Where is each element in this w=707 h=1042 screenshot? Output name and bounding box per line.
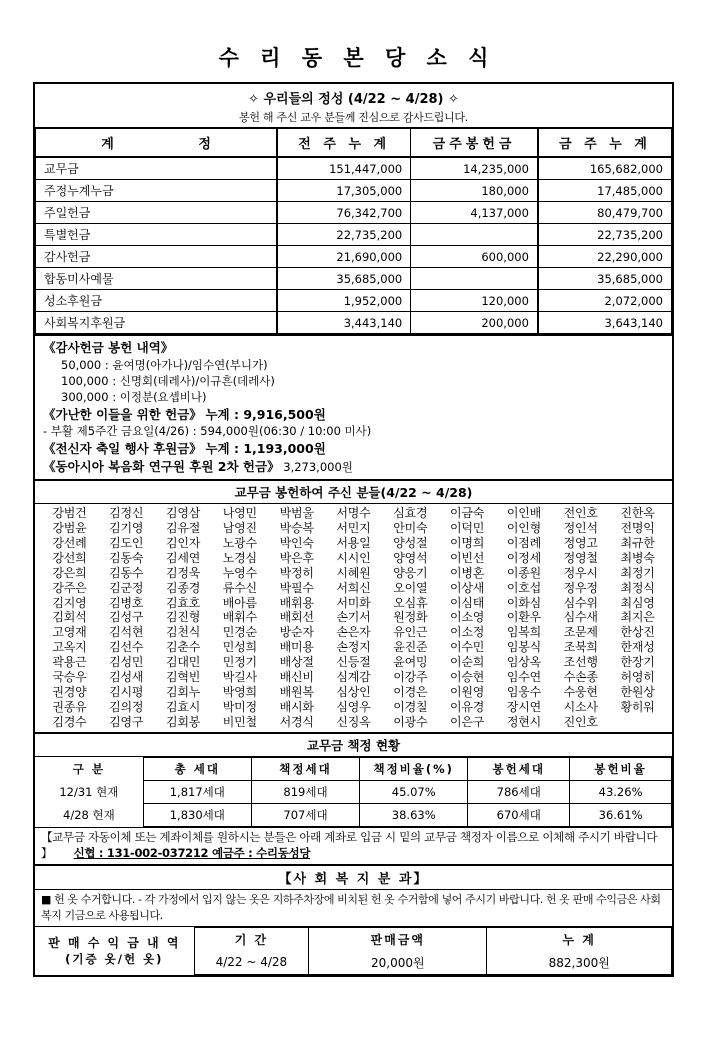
donor-name: 이상새 xyxy=(450,580,485,595)
donor-name: 이경은 xyxy=(393,684,428,699)
donors-row xyxy=(41,596,666,611)
offering-notes xyxy=(35,334,672,479)
offering-week-amount: 180,000 xyxy=(411,180,538,202)
stats-cell: 1,830세대 xyxy=(143,804,251,827)
donor-name: 서용일 xyxy=(336,536,371,551)
donor-name: 허영히 xyxy=(620,669,655,684)
donor-name: 이호섭 xyxy=(506,580,541,595)
donors-row xyxy=(41,700,666,715)
donor-name: 이소영 xyxy=(450,610,485,625)
offering-prev-amount: 151,447,000 xyxy=(277,157,411,180)
donor-name: 수손종 xyxy=(563,669,598,684)
donor-name: 김춘수 xyxy=(165,640,201,655)
stats-cell: 707세대 xyxy=(251,804,359,827)
stats-cell: 1,817세대 xyxy=(143,781,251,804)
donor-name: 심효경 xyxy=(393,506,428,521)
offering-item-name: 특별헌금 xyxy=(36,224,278,246)
donor-name: 배시화 xyxy=(279,699,314,714)
welfare-col-label-sub: (기증 옷/헌 옷) xyxy=(65,952,164,967)
stats-col-offered-rate: 봉헌비율 xyxy=(570,758,672,781)
offering-total-amount: 35,685,000 xyxy=(538,268,672,290)
donor-name: 양성절 xyxy=(393,536,428,551)
donor-name: 정영철 xyxy=(563,550,598,565)
donor-name: 이유경 xyxy=(450,699,485,714)
welfare-sale-table xyxy=(35,927,672,975)
donor-name: 김진형 xyxy=(165,610,201,625)
poor-offering-detail: - 부활 제5주간 금요일(4/26) : 594,000원(06:30 / 10:00 미사) xyxy=(43,424,372,439)
stats-cell: 45.07% xyxy=(360,781,468,804)
welfare-note: ■ 헌 옷 수거합니다. - 각 가정에서 입지 않는 옷은 지하주차장에 비치된 헌 옷 수거함에 넣어 주시기 바랍니다. 헌 옷 판매 수익금은 사회복지 기금으로 사용됩니다. xyxy=(35,890,672,926)
welfare-cumulative-value: 882,300원 xyxy=(487,951,672,975)
table-row xyxy=(36,224,672,246)
donors-row xyxy=(41,670,666,685)
donor-name xyxy=(609,715,666,730)
asia-offering-title: 《동아시아 복음화 연구원 후원 2차 헌금》 xyxy=(43,458,280,474)
donors-row xyxy=(41,536,666,551)
donor-name: 정우정 xyxy=(563,580,598,595)
donor-name: 강선희 xyxy=(52,550,87,565)
donor-name: 김대민 xyxy=(165,655,201,670)
welfare-col-period: 기 간 xyxy=(194,927,309,951)
stats-cell: 819세대 xyxy=(251,781,359,804)
donor-name: 강은희 xyxy=(52,565,87,580)
donor-name: 심영우 xyxy=(336,699,371,714)
offering-col-prev: 전 주 누 계 xyxy=(277,128,411,157)
donor-name: 배미용 xyxy=(279,640,314,655)
donor-name: 이인배 xyxy=(506,506,541,521)
donor-name: 최정기 xyxy=(620,565,655,580)
donor-name: 양영석 xyxy=(393,550,428,565)
offering-item-name: 주정누계누금 xyxy=(36,180,278,202)
account-note-text: 【교무금 자동이체 또는 계좌이체를 원하시는 분들은 아래 계좌로 입금 시 밑의 교무금 책정자 이름으로 이체해 주시기 바랍니다 】 xyxy=(41,830,658,860)
donors-title: 교무금 봉헌하여 주신 분들(4/22 ~ 4/28) xyxy=(35,479,672,504)
donor-name: 김동숙 xyxy=(109,550,144,565)
donor-name: 이순희 xyxy=(450,655,485,670)
donors-row xyxy=(41,610,666,625)
account-note-block xyxy=(35,827,672,866)
offering-col-week: 금주봉헌금 xyxy=(411,128,538,157)
donor-name: 김성구 xyxy=(109,610,144,625)
offering-total-amount: 17,485,000 xyxy=(538,180,672,202)
donor-name: 고영재 xyxy=(52,625,87,640)
donor-name: 심수새 xyxy=(563,610,598,625)
donor-name: 노경심 xyxy=(222,550,257,565)
welfare-amount-value: 20,000원 xyxy=(309,951,487,975)
donor-name: 박승복 xyxy=(279,521,314,536)
donor-name: 김세연 xyxy=(165,550,201,565)
donor-name: 박필수 xyxy=(279,580,314,595)
donor-name: 최규한 xyxy=(620,536,655,551)
donor-name: 배상절 xyxy=(279,655,314,670)
offering-prev-amount: 21,690,000 xyxy=(277,246,411,268)
donor-name: 누영수 xyxy=(222,565,257,580)
donor-name: 민성희 xyxy=(222,640,257,655)
account-number-text: 신협 : 131-002-037212 예금주 : 수리동성당 xyxy=(73,845,311,860)
page-title: 수 리 동 본 당 소 식 xyxy=(218,46,496,70)
donor-name: 이승현 xyxy=(450,669,485,684)
offering-col-item: 계 정 xyxy=(36,128,278,157)
donors-grid xyxy=(35,504,672,734)
donor-name: 박길사 xyxy=(222,669,257,684)
donor-name: 김군정 xyxy=(109,580,144,595)
donor-name: 이빈선 xyxy=(450,550,485,565)
donor-name: 김의정 xyxy=(109,699,144,714)
offering-prev-amount: 35,685,000 xyxy=(277,268,411,290)
offering-item-name: 주일헌금 xyxy=(36,202,278,224)
donor-name: 박범울 xyxy=(279,506,314,521)
donor-name: 윤여밍 xyxy=(393,655,428,670)
table-row xyxy=(36,246,672,268)
donor-name: 배원복 xyxy=(279,684,314,699)
donor-name: 한재성 xyxy=(620,640,655,655)
donor-name: 조문제 xyxy=(563,625,598,640)
donor-name: 김영구 xyxy=(109,714,144,729)
donor-name: 손정지 xyxy=(336,640,371,655)
offering-item-name: 감사헌금 xyxy=(36,246,278,268)
donor-name: 이정세 xyxy=(506,550,541,565)
donor-name: 강주은 xyxy=(52,580,87,595)
offering-week-amount xyxy=(411,224,538,246)
donor-name: 김영삼 xyxy=(165,506,201,521)
offering-week-amount: 120,000 xyxy=(411,290,538,312)
donors-row xyxy=(41,506,666,521)
table-row xyxy=(35,804,672,827)
donors-row xyxy=(41,551,666,566)
donor-name: 이금숙 xyxy=(450,506,485,521)
donor-name: 이경칠 xyxy=(393,699,428,714)
donor-name: 김정신 xyxy=(109,506,144,521)
table-row xyxy=(35,781,672,804)
donor-name: 서명수 xyxy=(336,506,371,521)
donor-name: 김성민 xyxy=(109,655,144,670)
welfare-period-value: 4/22 ~ 4/28 xyxy=(194,951,309,975)
thanks-offering-line: 300,000 : 이정분(요셉비나) xyxy=(61,390,207,405)
stats-cell: 670세대 xyxy=(468,804,570,827)
donor-name: 최병숙 xyxy=(620,550,655,565)
donor-name: 전인호 xyxy=(563,506,598,521)
offering-prev-amount: 22,735,200 xyxy=(277,224,411,246)
table-row xyxy=(36,157,672,180)
stats-col-div: 구 분 xyxy=(72,762,105,777)
donor-name: 박은후 xyxy=(279,550,314,565)
donor-name: 배회선 xyxy=(279,610,314,625)
donor-name: 이수민 xyxy=(450,640,485,655)
donor-name: 조북희 xyxy=(563,640,598,655)
donor-name: 강범윤 xyxy=(52,521,87,536)
donor-name: 수웅현 xyxy=(563,684,598,699)
donor-name: 김유절 xyxy=(165,521,201,536)
donor-name: 임웅수 xyxy=(506,684,541,699)
donor-name: 심수위 xyxy=(563,595,598,610)
donor-name: 김효호 xyxy=(165,595,201,610)
donors-table xyxy=(41,506,666,729)
donor-name: 방순자 xyxy=(279,625,314,640)
offering-total-amount: 80,479,700 xyxy=(538,202,672,224)
offering-item-name: 합동미사예물 xyxy=(36,268,278,290)
table-row xyxy=(36,180,672,202)
donor-name: 이인형 xyxy=(506,521,541,536)
donor-name: 심계감 xyxy=(336,669,371,684)
donor-name: 한상진 xyxy=(620,625,655,640)
donors-row xyxy=(41,566,666,581)
table-row xyxy=(36,312,672,334)
donor-name: 박미정 xyxy=(222,699,257,714)
donor-name: 시소사 xyxy=(563,699,598,714)
donor-name: 황히워 xyxy=(620,699,655,714)
asia-offering-value: 3,273,000원 xyxy=(283,459,353,474)
donor-name: 김회석 xyxy=(52,610,87,625)
donor-name: 박정히 xyxy=(279,565,314,580)
donor-name: 김기영 xyxy=(109,521,144,536)
donor-name: 배휘용 xyxy=(279,595,314,610)
donor-name: 유인근 xyxy=(393,625,428,640)
donor-name: 민경순 xyxy=(222,625,257,640)
donor-name: 최심영 xyxy=(620,595,655,610)
offering-item-name: 사회복지후원금 xyxy=(36,312,278,334)
donor-name: 김천식 xyxy=(165,625,201,640)
stats-cell: 786세대 xyxy=(468,781,570,804)
donor-name: 나영민 xyxy=(222,506,257,521)
donors-row xyxy=(41,521,666,536)
offering-banner xyxy=(35,84,672,127)
donor-name: 윤진준 xyxy=(393,640,428,655)
offering-week-amount: 200,000 xyxy=(411,312,538,334)
donor-name: 임복희 xyxy=(506,625,541,640)
donor-name: 비민철 xyxy=(222,714,257,729)
donor-name: 강범건 xyxy=(52,506,87,521)
donor-name: 노광수 xyxy=(222,536,257,551)
donor-name: 한장기 xyxy=(620,655,655,670)
donor-name: 류수신 xyxy=(222,580,257,595)
stats-col-total: 총 세대 xyxy=(143,758,251,781)
donor-name: 강선례 xyxy=(52,536,87,551)
donor-name: 이광수 xyxy=(393,714,428,729)
donor-name: 김지영 xyxy=(52,595,87,610)
stats-cell: 43.26% xyxy=(570,781,672,804)
donor-name: 김병호 xyxy=(109,595,144,610)
donor-name: 김혁빈 xyxy=(165,669,201,684)
donor-name: 민정기 xyxy=(222,655,257,670)
donor-name: 권경양 xyxy=(52,684,87,699)
stats-col-offered: 봉헌세대 xyxy=(468,758,570,781)
stats-title: 교무금 책정 현황 xyxy=(35,734,672,757)
donor-name: 전명익 xyxy=(620,521,655,536)
donor-name: 김석현 xyxy=(109,625,144,640)
offering-prev-amount: 17,305,000 xyxy=(277,180,411,202)
donor-name: 박영희 xyxy=(222,684,257,699)
donor-name: 시시인 xyxy=(336,550,371,565)
donor-name: 김시평 xyxy=(109,684,144,699)
donor-name: 김인자 xyxy=(165,536,201,551)
poor-offering-title: 《가난한 이들을 위한 헌금》 xyxy=(43,406,202,422)
donor-name: 이병혼 xyxy=(450,565,485,580)
donor-name: 오이열 xyxy=(393,580,428,595)
donor-name: 배휘수 xyxy=(222,610,257,625)
welfare-col-amount: 판매금액 xyxy=(309,927,487,951)
offering-table xyxy=(35,127,672,334)
offering-col-total: 금 주 누 계 xyxy=(538,128,672,157)
thanks-offering-line: 50,000 : 윤여명(아가나)/임수연(부니가) xyxy=(61,357,268,372)
donor-name: 곽용근 xyxy=(52,655,87,670)
donor-name: 이심태 xyxy=(450,595,485,610)
welfare-header-row xyxy=(35,927,672,951)
donor-name: 임봉식 xyxy=(506,640,541,655)
donor-name: 배아름 xyxy=(222,595,257,610)
donor-name: 고옥지 xyxy=(52,640,87,655)
donors-row xyxy=(41,581,666,596)
welfare-col-label-main: 판 매 수 익 금 내 역 xyxy=(48,936,181,951)
donor-name: 김성새 xyxy=(109,669,144,684)
poor-offering-value: 누계 : 9,916,500원 xyxy=(205,406,326,422)
donor-name: 조선행 xyxy=(563,655,598,670)
table-row xyxy=(36,268,672,290)
asia-offering-row xyxy=(43,458,664,476)
offering-item-name: 교무금 xyxy=(36,157,278,180)
donor-name: 손기서 xyxy=(336,610,371,625)
stats-cell: 36.61% xyxy=(570,804,672,827)
donor-name: 이명희 xyxy=(450,536,485,551)
donor-name: 최정식 xyxy=(620,580,655,595)
offering-week-amount: 600,000 xyxy=(411,246,538,268)
donor-name: 정인석 xyxy=(563,521,598,536)
donor-name: 장시연 xyxy=(506,699,541,714)
donor-name: 신등절 xyxy=(336,655,371,670)
donor-name: 서경식 xyxy=(279,714,314,729)
welfare-title: 【사 회 복 지 분 과】 xyxy=(35,866,672,890)
donor-name: 김종경 xyxy=(165,580,201,595)
stats-col-assessed: 책정세대 xyxy=(251,758,359,781)
donor-name: 김회누 xyxy=(165,684,201,699)
offering-total-amount: 2,072,000 xyxy=(538,290,672,312)
donor-name: 진인호 xyxy=(563,714,598,729)
donor-name: 김동수 xyxy=(109,565,144,580)
donors-row xyxy=(41,655,666,670)
donor-name: 진한옥 xyxy=(620,506,655,521)
donor-name: 임수연 xyxy=(506,669,541,684)
donor-name: 김경수 xyxy=(52,714,87,729)
donor-name: 이강주 xyxy=(393,669,428,684)
donor-name: 김도인 xyxy=(109,536,144,551)
welfare-col-cumulative: 누 계 xyxy=(487,927,672,951)
offering-prev-amount: 3,443,140 xyxy=(277,312,411,334)
donor-name: 김효시 xyxy=(165,699,201,714)
donor-name: 이화심 xyxy=(506,595,541,610)
donor-name: 서희신 xyxy=(336,580,371,595)
donor-name: 심상인 xyxy=(336,684,371,699)
donor-name: 시혜원 xyxy=(336,565,371,580)
offering-item-name: 성소후원금 xyxy=(36,290,278,312)
donor-name: 이종원 xyxy=(506,565,541,580)
donor-name: 최지은 xyxy=(620,610,655,625)
feast-offering-row xyxy=(43,440,664,458)
stats-header-row xyxy=(35,758,672,781)
offering-week-amount xyxy=(411,268,538,290)
donor-name: 이덕민 xyxy=(450,521,485,536)
donor-name: 안미숙 xyxy=(393,521,428,536)
donor-name: 배신비 xyxy=(279,669,314,684)
donor-name: 정우시 xyxy=(563,565,598,580)
welfare-col-label xyxy=(35,927,194,974)
donor-name: 박인숙 xyxy=(279,536,314,551)
stats-cell: 4/28 현재 xyxy=(63,808,115,823)
table-row xyxy=(36,202,672,224)
donor-name: 임상옥 xyxy=(506,655,541,670)
offering-prev-amount: 1,952,000 xyxy=(277,290,411,312)
donors-row xyxy=(41,640,666,655)
donor-name: 한원상 xyxy=(620,684,655,699)
thanks-offering-line: 100,000 : 신명회(데레사)/이규흔(데레사) xyxy=(61,374,275,389)
offering-table-header xyxy=(36,128,672,157)
donor-name: 손은자 xyxy=(336,625,371,640)
donor-name: 국승우 xyxy=(52,669,87,684)
bulletin-page xyxy=(0,42,707,1042)
poor-offering-row xyxy=(43,406,664,424)
donor-name: 이원영 xyxy=(450,684,485,699)
donor-name: 이환우 xyxy=(506,610,541,625)
stats-table xyxy=(35,757,672,827)
donors-row xyxy=(41,625,666,640)
donor-name: 양응기 xyxy=(393,565,428,580)
offering-banner-subtitle: 봉헌 해 주신 교우 분들께 진심으로 감사드립니다. xyxy=(239,111,468,124)
offering-total-amount: 3,643,140 xyxy=(538,312,672,334)
feast-offering-value: 누계 : 1,193,000원 xyxy=(205,440,326,456)
stats-col-assessed-rate: 책정비율(%) xyxy=(360,758,468,781)
thanks-offering-title: 《감사헌금 봉헌 내역》 xyxy=(43,340,174,355)
donor-name: 정영고 xyxy=(563,536,598,551)
table-row xyxy=(36,290,672,312)
offering-section xyxy=(33,82,674,977)
stats-cell: 12/31 현재 xyxy=(59,785,119,800)
donors-row xyxy=(41,685,666,700)
offering-banner-title: ✧ 우리들의 정성 (4/22 ~ 4/28) ✧ xyxy=(248,92,459,107)
donor-name: 서미화 xyxy=(336,595,371,610)
offering-week-amount: 14,235,000 xyxy=(411,157,538,180)
donor-name: 신징옥 xyxy=(336,714,371,729)
feast-offering-title: 《전신자 축일 행사 후원금》 xyxy=(43,440,202,456)
offering-week-amount: 4,137,000 xyxy=(411,202,538,224)
donor-name: 남영진 xyxy=(222,521,257,536)
offering-total-amount: 22,290,000 xyxy=(538,246,672,268)
donor-name: 김선수 xyxy=(109,640,144,655)
donor-name: 권종유 xyxy=(52,699,87,714)
donor-name: 이점례 xyxy=(506,536,541,551)
donors-row xyxy=(41,715,666,730)
donor-name: 김정욱 xyxy=(165,565,201,580)
donor-name: 정현시 xyxy=(506,714,541,729)
stats-cell: 38.63% xyxy=(360,804,468,827)
offering-prev-amount: 76,342,700 xyxy=(277,202,411,224)
donor-name: 원정화 xyxy=(393,610,428,625)
offering-total-amount: 22,735,200 xyxy=(538,224,672,246)
donor-name: 이소정 xyxy=(450,625,485,640)
offering-total-amount: 165,682,000 xyxy=(538,157,672,180)
donor-name: 오심휴 xyxy=(393,595,428,610)
donor-name: 이은구 xyxy=(450,714,485,729)
donor-name: 김회봉 xyxy=(165,714,201,729)
donor-name: 서민지 xyxy=(336,521,371,536)
